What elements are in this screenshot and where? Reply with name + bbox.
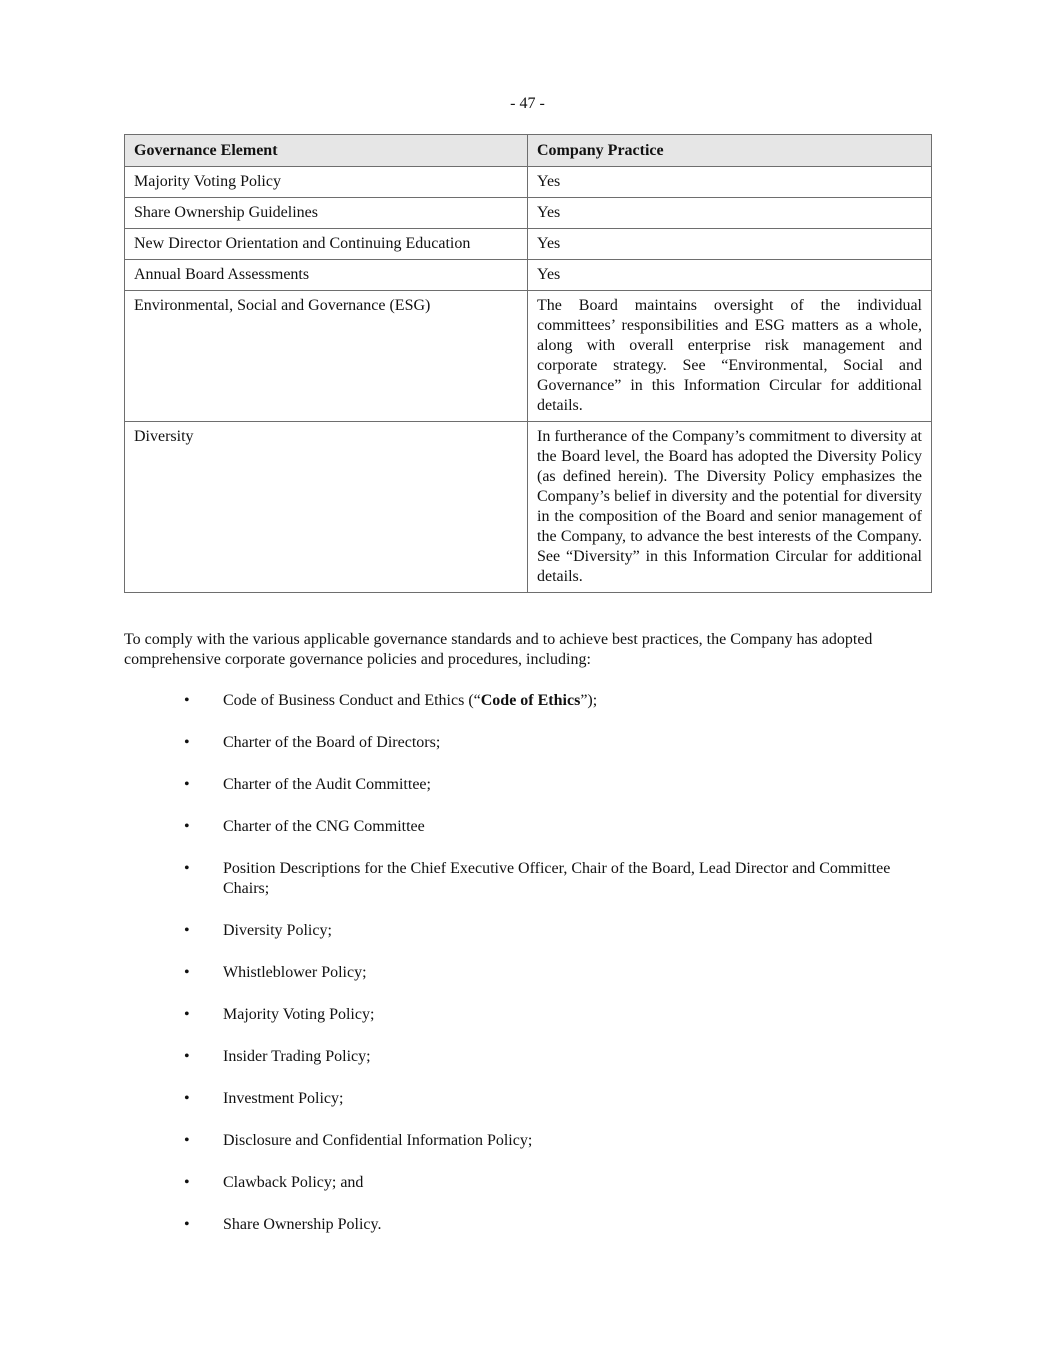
list-item [124, 1089, 931, 1109]
bullet-icon: • [184, 1048, 190, 1065]
list-item-text: Share Ownership Policy. [223, 1216, 382, 1233]
company-practice-cell: Yes [528, 229, 932, 260]
table-row [125, 167, 932, 198]
list-item-text: Clawback Policy; and [223, 1174, 364, 1191]
list-item [124, 1131, 931, 1151]
list-item [124, 921, 931, 941]
list-item-text: Insider Trading Policy; [223, 1048, 371, 1065]
list-item [124, 963, 931, 983]
list-item-text: Charter of the Audit Committee; [223, 776, 431, 793]
company-practice-cell: In furtherance of the Company’s commitment to diversity at the Board level, the Board has adopted the Diversity Policy (as defined herein). The Diversity Policy emphasizes the Company’s belief in diversity and the potential for diversity in the composition of the Board and senior management of the Company, to advance the best interests of the Company. See “Diversity” in this Information Circular for additional details. [528, 422, 932, 593]
code-of-business-conduct-suffix: ”); [580, 692, 598, 709]
bullet-icon: • [184, 1090, 190, 1107]
bullet-icon: • [184, 1216, 190, 1233]
governance-element-cell: Annual Board Assessments [125, 260, 528, 291]
company-practice-cell: The Board maintains oversight of the individual committees’ responsibilities and ESG matters as a whole, along with overall enterprise risk management and corporate strategy. See “Environmental, Social and Governance” in this Information Circular for additional details. [528, 291, 932, 422]
table-header-row [125, 135, 932, 167]
bullet-icon: • [184, 1132, 190, 1149]
list-item-text: Diversity Policy; [223, 922, 332, 939]
bullet-icon: • [184, 1006, 190, 1023]
governance-table [124, 134, 932, 593]
table-row [125, 260, 932, 291]
list-item-text: Disclosure and Confidential Information Policy; [223, 1132, 533, 1149]
governance-element-cell: Share Ownership Guidelines [125, 198, 528, 229]
list-item-text: Charter of the Board of Directors; [223, 734, 441, 751]
list-item [124, 691, 931, 711]
bullet-icon: • [184, 776, 190, 793]
list-item [124, 733, 931, 753]
bullet-icon: • [184, 1174, 190, 1191]
list-item [124, 817, 931, 837]
code-of-ethics-term: Code of Ethics [480, 692, 581, 709]
company-practice-cell: Yes [528, 198, 932, 229]
list-item [124, 859, 931, 899]
list-item [124, 775, 931, 795]
list-item-text [223, 692, 597, 709]
governance-element-cell: Majority Voting Policy [125, 167, 528, 198]
governance-element-cell: New Director Orientation and Continuing Education [125, 229, 528, 260]
policy-list [124, 691, 931, 1257]
list-item-text: Majority Voting Policy; [223, 1006, 375, 1023]
intro-paragraph: To comply with the various applicable governance standards and to achieve best practices, the Company has adopted comprehensive corporate governance policies and procedures, including: [124, 631, 873, 668]
bullet-icon: • [184, 860, 190, 877]
column-header-company-practice: Company Practice [528, 135, 932, 167]
code-of-business-conduct-prefix: Code of Business Conduct and Ethics (“ [223, 692, 481, 709]
list-item-text: Investment Policy; [223, 1090, 344, 1107]
governance-element-cell: Diversity [125, 422, 528, 593]
company-practice-cell: Yes [528, 167, 932, 198]
bullet-icon: • [184, 922, 190, 939]
governance-element-cell: Environmental, Social and Governance (ESG) [125, 291, 528, 422]
list-item [124, 1047, 931, 1067]
bullet-icon: • [184, 692, 190, 709]
list-item [124, 1215, 931, 1235]
list-item-text: Whistleblower Policy; [223, 964, 367, 981]
company-practice-cell: Yes [528, 260, 932, 291]
table-row [125, 229, 932, 260]
table-row [125, 422, 932, 593]
page-number: - 47 - [510, 95, 545, 112]
list-item [124, 1005, 931, 1025]
table-row [125, 291, 932, 422]
list-item [124, 1173, 931, 1193]
table-row [125, 198, 932, 229]
column-header-governance-element: Governance Element [125, 135, 528, 167]
bullet-icon: • [184, 818, 190, 835]
list-item-text: Charter of the CNG Committee [223, 818, 425, 835]
list-item-text: Position Descriptions for the Chief Executive Officer, Chair of the Board, Lead Director and Committee Chairs; [223, 860, 891, 897]
bullet-icon: • [184, 964, 190, 981]
bullet-icon: • [184, 734, 190, 751]
